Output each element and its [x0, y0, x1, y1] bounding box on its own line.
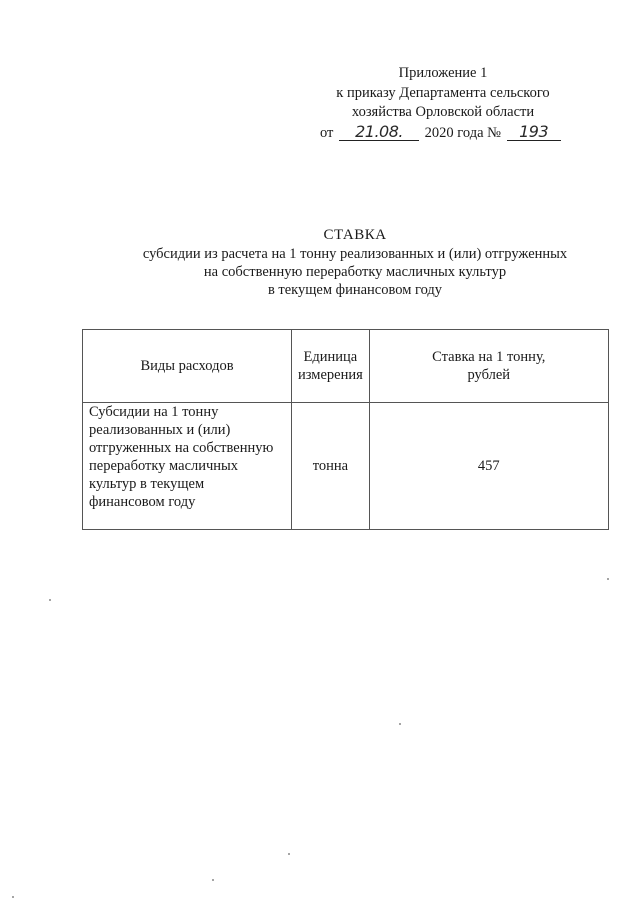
scan-speck — [607, 578, 609, 580]
handwritten-number: 193 — [507, 123, 561, 141]
heading-line-2: на собственную переработку масличных культур — [203, 264, 507, 280]
appendix-department: хозяйства Орловской области — [351, 104, 535, 120]
kind-line: Субсидии на 1 тонну — [89, 404, 219, 420]
header-rate — [369, 330, 608, 403]
header-unit-line-1: Единица — [303, 349, 358, 365]
scan-speck — [12, 896, 14, 898]
kind-line: отгруженных на собственную — [89, 440, 274, 456]
appendix-order-ref: к приказу Департамента сельского — [336, 84, 550, 101]
header-unit-line-2: измерения — [298, 367, 363, 383]
scan-speck — [399, 723, 401, 725]
kind-line: реализованных и (или) — [89, 422, 231, 438]
document-heading — [120, 226, 590, 299]
header-unit — [292, 330, 370, 403]
table-header-row — [83, 330, 609, 403]
appendix-title: Приложение 1 — [398, 65, 488, 81]
date-prefix: от — [320, 124, 334, 141]
cell-kind — [83, 403, 292, 530]
rates-table — [82, 329, 609, 530]
order-date-line — [312, 123, 574, 144]
kind-line: культур в текущем — [89, 476, 205, 492]
heading-line-1: субсидии из расчета на 1 тонну реализованных и (или) отгруженных — [142, 246, 568, 262]
header-kind: Виды расходов — [83, 330, 292, 403]
cell-unit: тонна — [292, 403, 370, 530]
year-text: 2020 года № — [424, 124, 501, 141]
kind-line: финансовом году — [89, 494, 196, 510]
heading-title: СТАВКА — [323, 227, 387, 243]
scan-speck — [212, 879, 214, 881]
scan-speck — [288, 853, 290, 855]
table-row — [83, 403, 609, 530]
appendix-block — [312, 64, 574, 143]
heading-line-3: в текущем финансовом году — [267, 282, 443, 298]
kind-line: переработку масличных — [89, 458, 239, 474]
header-rate-line-2: рублей — [467, 367, 511, 383]
handwritten-date: 21.08. — [339, 123, 419, 141]
cell-rate: 457 — [369, 403, 608, 530]
header-rate-line-1: Ставка на 1 тонну, — [432, 349, 546, 365]
scan-speck — [49, 599, 51, 601]
